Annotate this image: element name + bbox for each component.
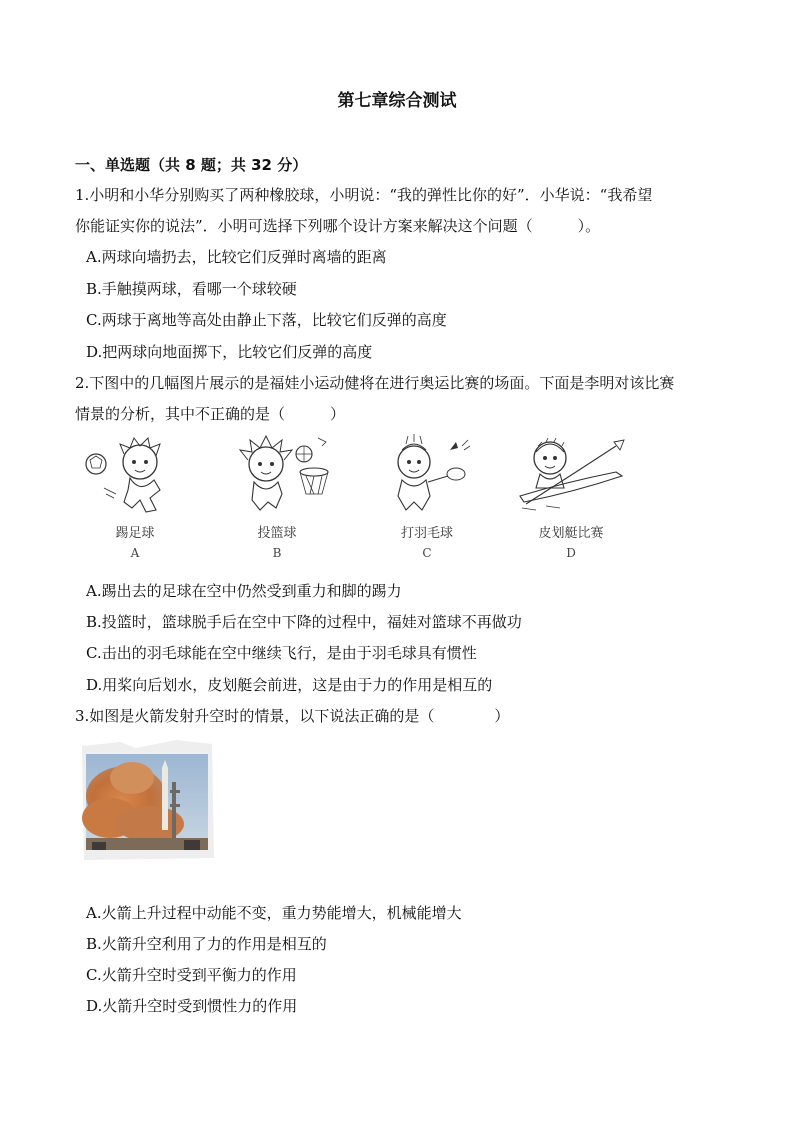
rocket-launch-photo bbox=[80, 738, 216, 862]
figure-letter: A bbox=[130, 546, 140, 560]
fuwa-basketball-illustration bbox=[222, 432, 342, 522]
section-heading: 一、单选题（共 8 题；共 32 分） bbox=[75, 156, 308, 174]
question-1-text-line-1: 1.小明和小华分别购买了两种橡胶球，小明说：“我的弹性比你的好”．小华说：“我希望 bbox=[75, 186, 653, 204]
figure-caption: 打羽毛球 bbox=[400, 526, 453, 541]
figure-basketball bbox=[222, 432, 332, 572]
figure-canoe bbox=[516, 432, 626, 572]
rocket-launch-image bbox=[80, 738, 216, 862]
fuwa-soccer-illustration bbox=[80, 432, 190, 522]
question-1-option-b: B.手触摸两球，看哪一个球较硬 bbox=[86, 280, 297, 298]
question-2-text-line-2: 情景的分析，其中不正确的是（ ） bbox=[75, 405, 346, 423]
figure-letter: B bbox=[272, 546, 282, 560]
question-2-option-a: A.踢出去的足球在空中仍然受到重力和脚的踢力 bbox=[86, 582, 402, 600]
question-1-option-a: A.两球向墙扔去，比较它们反弹时离墙的距离 bbox=[86, 248, 387, 266]
fuwa-badminton-illustration bbox=[372, 432, 492, 522]
question-2-option-d: D.用桨向后划水，皮划艇会前进，这是由于力的作用是相互的 bbox=[86, 676, 493, 694]
question-3-option-a: A.火箭上升过程中动能不变，重力势能增大，机械能增大 bbox=[86, 904, 462, 922]
figure-caption: 投篮球 bbox=[257, 526, 297, 541]
question-3-option-b: B.火箭升空利用了力的作用是相互的 bbox=[86, 935, 327, 953]
question-1-option-c: C.两球于离地等高处由静止下落，比较它们反弹的高度 bbox=[86, 311, 447, 329]
question-3-text-line-1: 3.如图是火箭发射升空时的情景，以下说法正确的是（ ） bbox=[75, 707, 510, 725]
page-title: 第七章综合测试 bbox=[337, 91, 457, 111]
figure-caption: 皮划艇比赛 bbox=[538, 526, 604, 541]
question-3-option-c: C.火箭升空时受到平衡力的作用 bbox=[86, 966, 297, 984]
question-2-text-line-1: 2.下图中的几幅图片展示的是福娃小运动健将在进行奥运比赛的场面。下面是李明对该比赛 bbox=[75, 374, 675, 392]
figure-soccer bbox=[80, 432, 190, 572]
figure-badminton bbox=[372, 432, 482, 572]
figure-letter: D bbox=[566, 546, 576, 560]
fuwa-canoe-illustration bbox=[516, 432, 636, 522]
question-1-text-line-2: 你能证实你的说法”．小明可选择下列哪个设计方案来解决这个问题（ ）。 bbox=[75, 217, 601, 235]
question-2-option-b: B.投篮时，篮球脱手后在空中下降的过程中，福娃对篮球不再做功 bbox=[86, 613, 522, 631]
question-1-option-d: D.把两球向地面掷下，比较它们反弹的高度 bbox=[86, 343, 373, 361]
question-2-option-c: C.击出的羽毛球能在空中继续飞行，是由于羽毛球具有惯性 bbox=[86, 644, 477, 662]
figure-letter: C bbox=[422, 546, 432, 560]
figure-caption: 踢足球 bbox=[115, 526, 155, 541]
fuwa-figure-row bbox=[80, 432, 640, 572]
question-3-option-d: D.火箭升空时受到惯性力的作用 bbox=[86, 997, 298, 1015]
